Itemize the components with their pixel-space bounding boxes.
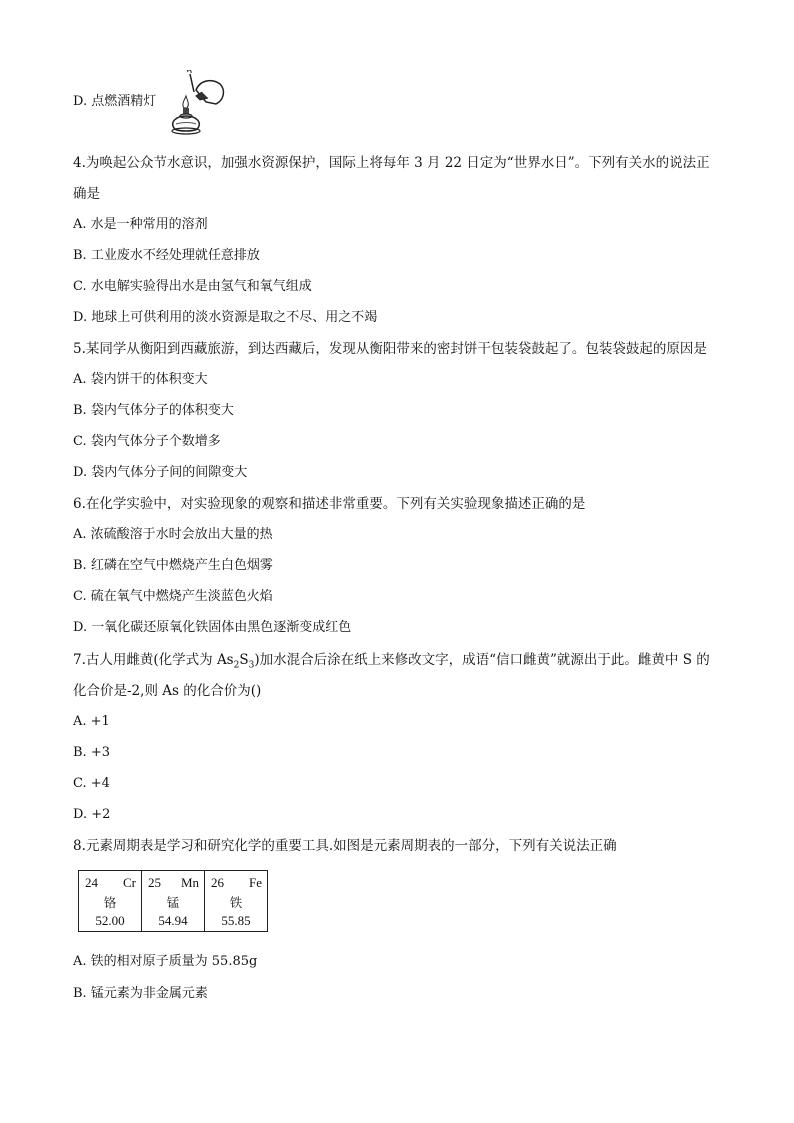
element-symbol: Mn — [180, 875, 199, 890]
atomic-mass: 55.85 — [221, 913, 251, 928]
q7-option-b: B. +3 — [73, 745, 110, 760]
q5-option-a: A. 袋内饼干的体积变大 — [73, 372, 208, 387]
q6-option-c: C. 硫在氧气中燃烧产生淡蓝色火焰 — [73, 589, 273, 604]
q4-stem-line2: 确是 — [73, 186, 100, 202]
element-cell-cr — [79, 871, 142, 932]
q7-stem-part-a: 7.古人用雌黄(化学式为 As — [73, 652, 234, 668]
q5-stem: 5.某同学从衡阳到西藏旅游，到达西藏后，发现从衡阳带来的密封饼干包装袋鼓起了。包装袋鼓起的原因是 — [73, 341, 707, 357]
q7-subscript-3: 3 — [248, 660, 255, 671]
q7-stem-part-b: S — [239, 652, 249, 668]
q6-option-d: D. 一氧化碳还原氧化铁固体由黑色逐渐变成红色 — [73, 620, 352, 635]
q7-option-d: D. +2 — [73, 807, 111, 822]
q4-option-c: C. 水电解实验得出水是由氢气和氧气组成 — [73, 279, 312, 294]
q8-stem: 8.元素周期表是学习和研究化学的重要工具.如图是元素周期表的一部分，下列有关说法正确 — [73, 838, 617, 854]
element-cell-fe — [205, 871, 268, 932]
atomic-number: 26 — [211, 875, 224, 890]
atomic-number: 24 — [85, 875, 98, 890]
q5-option-c: C. 袋内气体分子个数增多 — [73, 434, 221, 449]
q5-option-d: D. 袋内气体分子间的间隙变大 — [73, 465, 248, 480]
q7-option-a: A. +1 — [73, 714, 110, 729]
q6-option-a: A. 浓硫酸溶于水时会放出大量的热 — [73, 527, 273, 542]
q4-option-a: A. 水是一种常用的溶剂 — [73, 217, 208, 232]
q7-subscript-2: 2 — [233, 660, 240, 671]
element-symbol: Cr — [123, 875, 136, 890]
atomic-mass: 54.94 — [158, 913, 188, 928]
element-name: 铬 — [103, 895, 117, 910]
atomic-number: 25 — [148, 875, 161, 890]
q4-option-b: B. 工业废水不经处理就任意排放 — [73, 248, 260, 263]
q7-option-c: C. +4 — [73, 776, 110, 791]
q4-option-d: D. 地球上可供利用的淡水资源是取之不尽、用之不竭 — [73, 310, 378, 325]
alcohol-lamp-lighting-illustration — [166, 70, 228, 136]
q8-option-a: A. 铁的相对原子质量为 55.85g — [73, 954, 258, 969]
q8-option-b: B. 锰元素为非金属元素 — [73, 986, 208, 1001]
q3-option-d: D. 点燃酒精灯 — [73, 94, 157, 109]
q7-stem-part-c: )加水混合后涂在纸上来修改文字，成语“信口雌黄”就源出于此。雌黄中 S 的 — [254, 652, 710, 668]
q7-stem-line2: 化合价是-2,则 As 的化合价为() — [73, 683, 262, 699]
q7-stem-line1 — [73, 651, 710, 675]
element-cell-mn — [142, 871, 205, 932]
element-symbol: Fe — [249, 875, 262, 890]
periodic-table-excerpt — [78, 870, 268, 932]
element-name: 锰 — [166, 895, 180, 910]
q4-stem-line1: 4.为唤起公众节水意识，加强水资源保护，国际上将每年 3 月 22 日定为“世界水日”。下列有关水的说法正 — [73, 155, 710, 171]
element-name: 铁 — [229, 895, 243, 910]
q6-option-b: B. 红磷在空气中燃烧产生白色烟雾 — [73, 558, 273, 573]
atomic-mass: 52.00 — [95, 913, 125, 928]
q5-option-b: B. 袋内气体分子的体积变大 — [73, 403, 234, 418]
q6-stem: 6.在化学实验中，对实验现象的观察和描述非常重要。下列有关实验现象描述正确的是 — [73, 496, 586, 512]
